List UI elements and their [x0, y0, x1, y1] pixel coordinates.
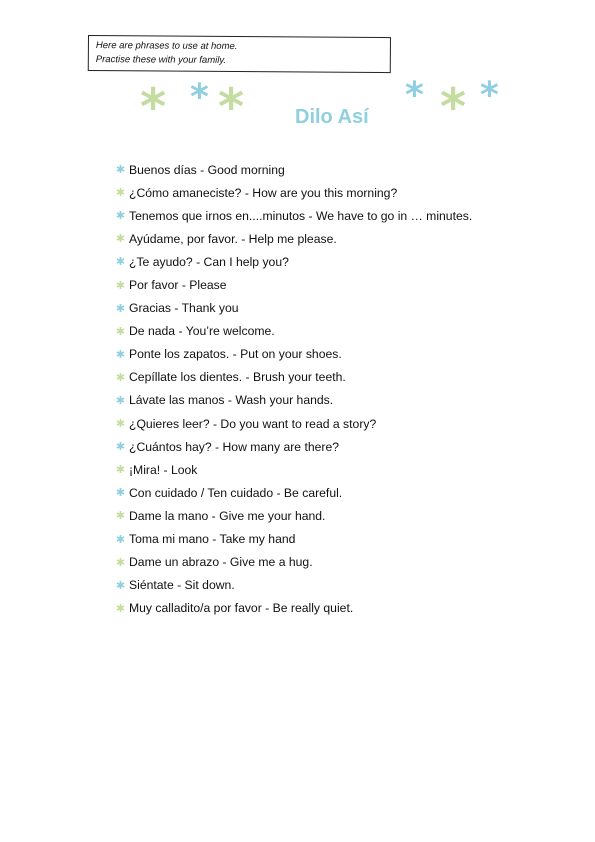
phrase-text: ¿Quieres leer? - Do you want to read a story?	[129, 416, 377, 431]
phrase-text: Gracias - Thank you	[129, 301, 239, 316]
phrase-text: ¿Cómo amaneciste? - How are you this morning?	[129, 185, 398, 200]
asterisk-bullet-icon: ✱	[115, 486, 126, 500]
asterisk-icon: *	[480, 75, 499, 116]
list-item	[114, 458, 574, 481]
asterisk-bullet-icon: ✱	[115, 347, 126, 361]
list-item	[114, 481, 574, 504]
asterisk-bullet-icon: ✱	[115, 509, 126, 523]
asterisk-bullet-icon: ✱	[115, 393, 126, 407]
list-item	[114, 250, 574, 273]
phrase-text: Lávate las manos - Wash your hands.	[129, 393, 334, 408]
list-item	[114, 528, 574, 551]
note-line-2: Practise these with your family.	[95, 54, 227, 66]
list-item	[114, 273, 574, 296]
list-item	[114, 181, 574, 204]
asterisk-icon: *	[190, 77, 209, 118]
asterisk-bullet-icon: ✱	[115, 440, 126, 454]
asterisk-bullet-icon: ✱	[115, 163, 126, 177]
note-line-1: Here are phrases to use at home.	[95, 40, 238, 53]
phrase-text: Por favor - Please	[129, 278, 227, 293]
phrase-text: Ayúdame, por favor. - Help me please.	[129, 231, 337, 246]
list-item	[114, 227, 574, 250]
list-item	[114, 551, 574, 574]
asterisk-bullet-icon: ✱	[115, 417, 126, 431]
asterisk-icon: *	[218, 78, 245, 136]
header-banner	[0, 75, 595, 138]
phrase-text: Dame la mano - Give me your hand.	[129, 508, 326, 523]
list-item	[114, 412, 574, 435]
phrase-text: Siéntate - Sit down.	[129, 578, 235, 593]
list-item	[114, 597, 574, 620]
list-item	[114, 320, 574, 343]
asterisk-bullet-icon: ✱	[115, 278, 126, 292]
asterisk-bullet-icon: ✱	[115, 186, 126, 200]
asterisk-bullet-icon: ✱	[115, 324, 126, 338]
phrase-text: De nada - You’re welcome.	[129, 324, 275, 339]
list-item	[114, 574, 574, 597]
phrase-text: Buenos días - Good morning	[129, 162, 285, 177]
asterisk-bullet-icon: ✱	[115, 232, 126, 246]
asterisk-bullet-icon: ✱	[115, 578, 126, 592]
list-item	[114, 389, 574, 412]
asterisk-icon: *	[440, 78, 467, 136]
asterisk-bullet-icon: ✱	[115, 255, 126, 269]
phrase-text: Dame un abrazo - Give me a hug.	[129, 555, 313, 570]
list-item	[114, 504, 574, 527]
page-title: Dilo Así	[295, 106, 369, 128]
phrase-text: ¿Cuántos hay? - How many are there?	[129, 439, 339, 454]
asterisk-bullet-icon: ✱	[115, 532, 126, 546]
note-box	[88, 35, 391, 73]
phrase-text: Ponte los zapatos. - Put on your shoes.	[129, 347, 342, 362]
asterisk-icon: *	[405, 75, 424, 116]
asterisk-bullet-icon: ✱	[115, 463, 126, 477]
phrase-text: Muy calladito/a por favor - Be really quiet.	[129, 601, 354, 616]
asterisk-bullet-icon: ✱	[115, 209, 126, 223]
list-item	[114, 204, 574, 227]
asterisk-bullet-icon: ✱	[115, 555, 126, 569]
phrase-text: Toma mi mano - Take my hand	[129, 532, 296, 547]
list-item	[114, 158, 574, 181]
phrase-text: ¡Mira! - Look	[129, 462, 198, 477]
asterisk-bullet-icon: ✱	[115, 601, 126, 615]
phrase-list	[114, 158, 574, 620]
asterisk-bullet-icon: ✱	[115, 301, 126, 315]
list-item	[114, 366, 574, 389]
phrase-text: Con cuidado / Ten cuidado - Be careful.	[129, 485, 343, 500]
list-item	[114, 297, 574, 320]
list-item	[114, 435, 574, 458]
phrase-text: ¿Te ayudo? - Can I help you?	[129, 254, 289, 269]
list-item	[114, 343, 574, 366]
phrase-text: Tenemos que irnos en....minutos - We have to go in … minutes.	[129, 208, 473, 223]
phrase-text: Cepíllate los dientes. - Brush your teeth.	[129, 370, 346, 385]
asterisk-bullet-icon: ✱	[115, 370, 126, 384]
asterisk-icon: *	[140, 78, 167, 136]
